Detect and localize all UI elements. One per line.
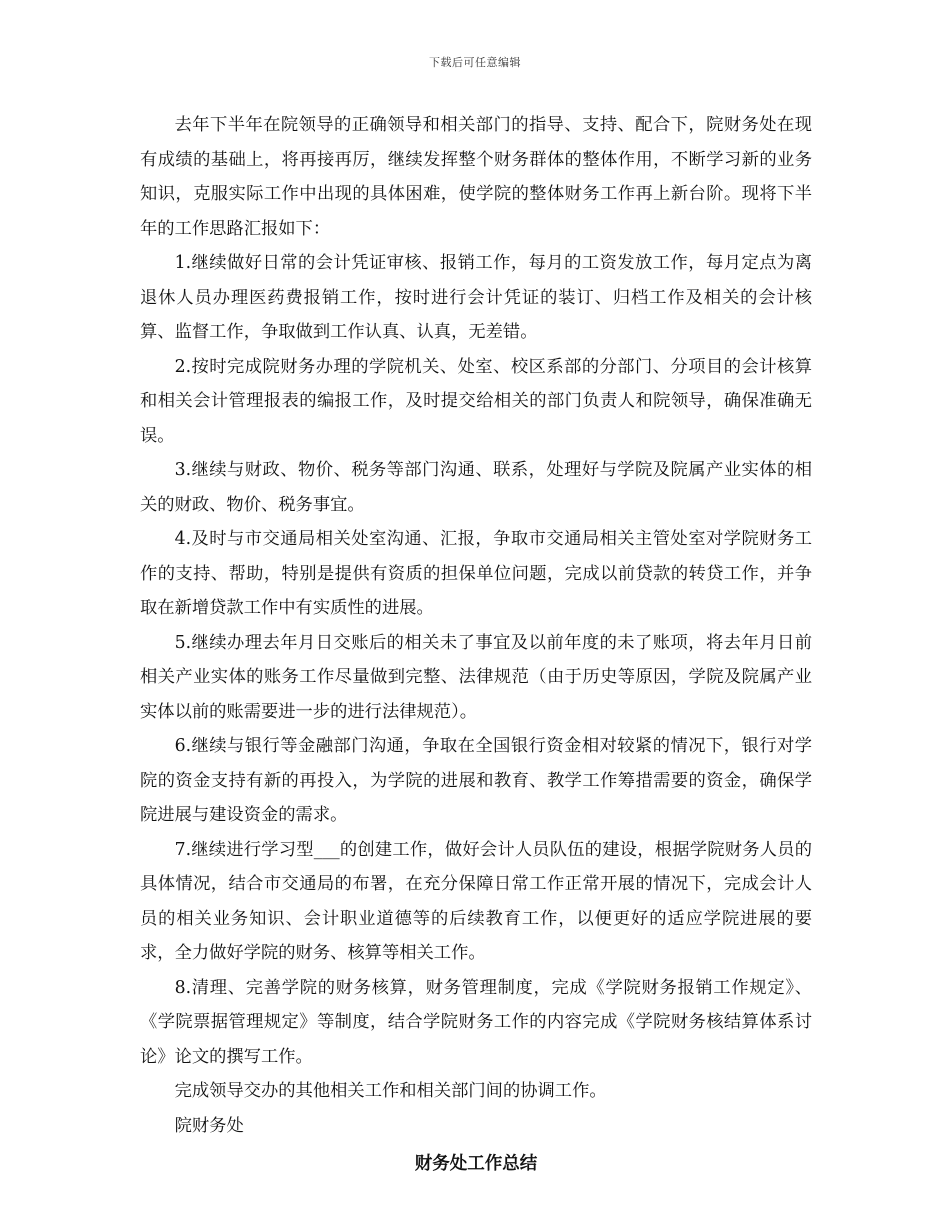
work-item-3: 3.继续与财政、物价、税务等部门沟通、联系，处理好与学院及院属产业实体的相关的财政、物价、税务事宜。 [140, 460, 812, 515]
work-item-5: 5.继续办理去年月日交账后的相关未了事宜及以前年度的未了账项，将去年月日前相关产业实体的账务工作尽量做到完整、法律规范（由于历史等原因，学院及院属产业实体以前的账需要进一步的进行法律规范）。 [140, 632, 812, 722]
intro-paragraph: 去年下半年在院领导的正确领导和相关部门的指导、支持、配合下，院财务处在现有成绩的基础上，将再接再厉，继续发挥整个财务群体的整体作用，不断学习新的业务知识，克服实际工作中出现的具体困难，使学院的整体财务工作再上新台阶。现将下半年的工作思路汇报如下： [140, 115, 812, 239]
document-body [140, 108, 812, 1182]
closing-paragraph: 完成领导交办的其他相关工作和相关部门间的协调工作。 [174, 1081, 607, 1101]
page-header: 下载后可任意编辑 [429, 56, 521, 69]
section-title: 财务处工作总结 [414, 1154, 538, 1174]
work-item-8: 8.清理、完善学院的财务核算，财务管理制度，完成《学院财务报销工作规定》、《学院票据管理规定》等制度，结合学院财务工作的内容完成《学院财务核结算体系讨论》论文的撰写工作。 [140, 977, 812, 1067]
work-item-7: 7.继续进行学习型___的创建工作，做好会计人员队伍的建设，根据学院财务人员的具体情况，结合市交通局的布署，在充分保障日常工作正常开展的情况下，完成会计人员的相关业务知识、会计职业道德等的后续教育工作，以便更好的适应学院进展的要求，全力做好学院的财务、核算等相关工作。 [140, 839, 812, 963]
signature: 院财务处 [174, 1115, 244, 1136]
work-item-6: 6.继续与银行等金融部门沟通，争取在全国银行资金相对较紧的情况下，银行对学院的资金支持有新的再投入，为学院的进展和教育、教学工作筹措需要的资金，确保学院进展与建设资金的需求。 [140, 736, 812, 825]
work-item-4: 4.及时与市交通局相关处室沟通、汇报，争取市交通局相关主管处室对学院财务工作的支持、帮助，特别是提供有资质的担保单位问题，完成以前贷款的转贷工作，并争取在新增贷款工作中有实质性的进展。 [140, 529, 812, 618]
work-item-1: 1.继续做好日常的会计凭证审核、报销工作，每月的工资发放工作，每月定点为离退休人员办理医药费报销工作，按时进行会计凭证的装订、归档工作及相关的会计核算、监督工作，争取做到工作认真、认真，无差错。 [140, 253, 812, 342]
work-item-2: 2.按时完成院财务办理的学院机关、处室、校区系部的分部门、分项目的会计核算和相关会计管理报表的编报工作，及时提交给相关的部门负责人和院领导，确保准确无误。 [140, 356, 812, 446]
